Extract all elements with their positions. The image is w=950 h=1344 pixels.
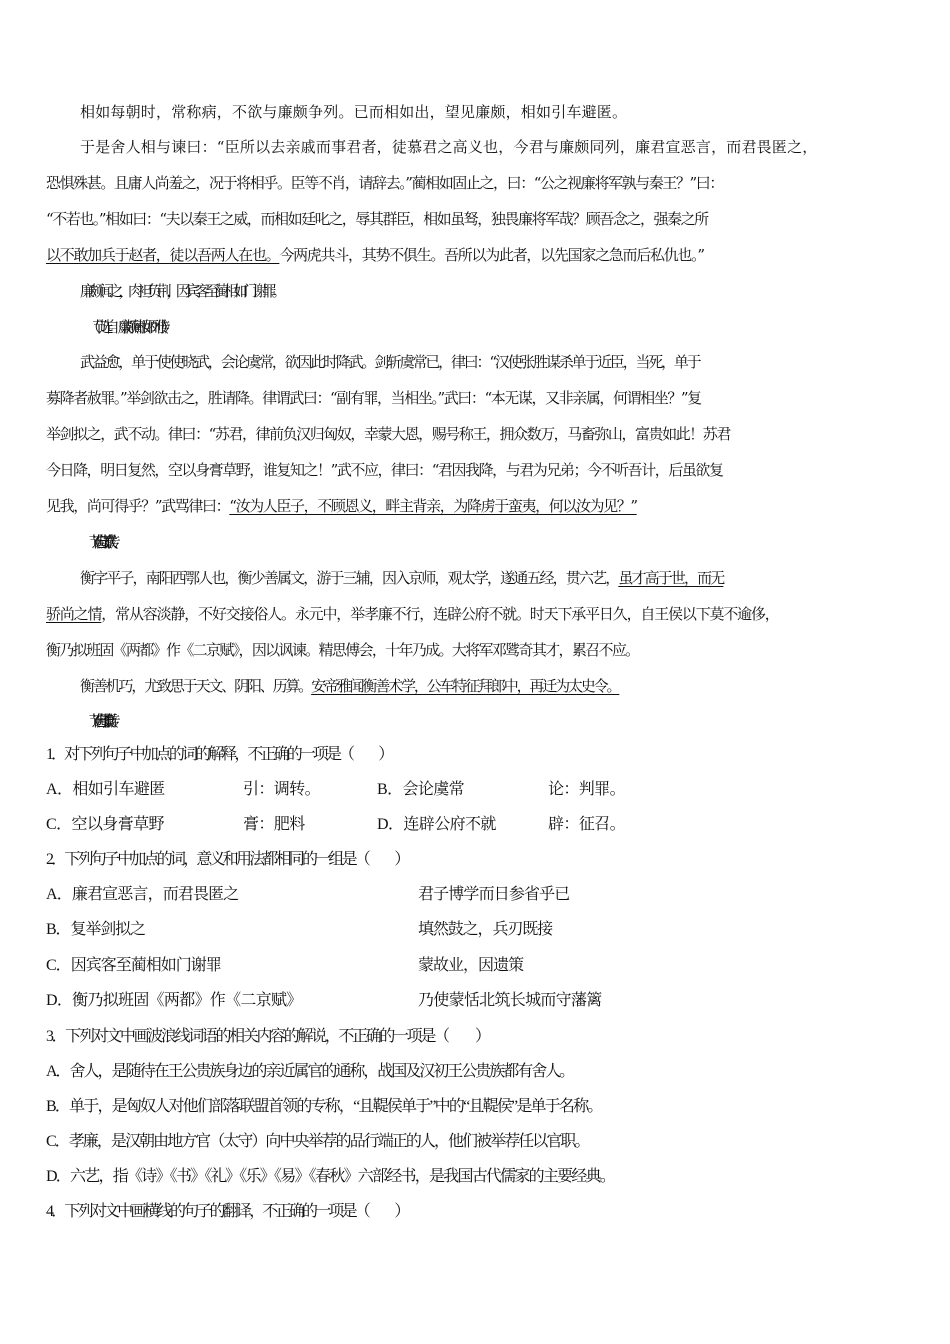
option-b: B．复举剑拟之 xyxy=(46,921,145,938)
option-c-compare: 蒙故业，因遗策 xyxy=(418,957,524,974)
passage3-text: ，常从容淡静，不好交接俗人。永元中，举孝廉不行，连辟公府不就。时天下承平日久，自王侯以下莫不逾侈， xyxy=(101,605,779,623)
question-2-stem: 2．下列句子中加点的词，意义和用法都相同的一组是（ ） xyxy=(46,851,408,868)
option-c: C．空以身膏草野 xyxy=(46,816,164,833)
passage2-line xyxy=(46,491,950,521)
passage1-line: “不若也。”相如曰：“夫以秦王之威，而相如廷叱之，辱其群臣，相如虽驽，独畏廉将军哉？顾吾念之，强秦之所 xyxy=(46,210,708,228)
option-a: A．相如引车避匿 xyxy=(46,781,165,798)
passage2-line: 募降者赦罪。”举剑欲击之，胜请降。律谓武曰：“副有罪，当相坐。”武曰：“本无谋，又非亲属，何谓相坐？”复 xyxy=(46,389,701,407)
option-a-compare: 君子博学而日参省乎已 xyxy=(418,886,570,903)
option-d: D．六艺，指《诗》《书》《礼》《乐》《易》《春秋》六部经书，是我国古代儒家的主要经典。 xyxy=(46,1168,615,1185)
option-d: D．衡乃拟班固《两都》作《二京赋》 xyxy=(46,992,302,1009)
underlined-sentence: 虽才高于世，而无 xyxy=(618,569,724,587)
passage3-line: 衡乃拟班固《两都》作《二京赋》，因以讽谏。精思傅会，十年乃成。大将军邓骘奇其才，累召不应。 xyxy=(46,641,639,659)
question-2-row xyxy=(0,986,950,1016)
passage3-line xyxy=(46,599,950,629)
option-b-compare: 填然鼓之，兵刃既接 xyxy=(418,921,553,938)
passage3-line xyxy=(80,671,950,701)
passage2-text: 见我，尚可得乎？”武骂律曰： xyxy=(46,497,230,515)
passage3-source: （节选自《张衡传》） xyxy=(86,712,107,730)
option-d-gloss: 辟：征召。 xyxy=(548,816,626,833)
question-2-row xyxy=(0,880,950,910)
question-3-stem: 3．下列对文中画波浪线词语的相关内容的解说，不正确的一项是（ ） xyxy=(46,1028,489,1045)
underlined-sentence: 以不敢加兵于赵者，徒以吾两人在也。 xyxy=(46,246,280,264)
option-a: A．舍人，是随待在王公贵族身边的亲近属官的通称，战国及汉初王公贵族都有舍人。 xyxy=(46,1063,574,1080)
passage1-source: （节选自《廉颇蔺相如列传》） xyxy=(86,318,168,336)
passage1-line: 相如每朝时，常称病，不欲与廉颇争列。已而相如出，望见廉颇，相如引车避匿。 xyxy=(80,103,628,121)
option-a-gloss: 引：调转。 xyxy=(243,781,320,798)
passage1-line: 恐惧殊甚。且庸人尚羞之，况于将相乎。臣等不肖，请辞去。”蔺相如固止之，曰：“公之视廉将军孰与秦王？”曰： xyxy=(46,174,723,192)
option-b-gloss: 论：判罪。 xyxy=(548,781,625,798)
passage2-line: 武益愈，单于使使晓武，会论虞常，欲因此时降武。剑斩虞常已，律曰：“汉使张胜谋杀单于近臣，当死，单于 xyxy=(80,353,700,371)
option-b: B．单于，是匈奴人对他们部落联盟首领的专称，“且鞮侯单于”中的“且鞮侯”是单于名称。 xyxy=(46,1098,602,1115)
underlined-sentence: 骄尚之情 xyxy=(46,605,102,623)
passage1-line xyxy=(46,240,950,270)
question-2-row xyxy=(0,951,950,981)
passage2-line: 今日降，明日复然，空以身膏草野，谁复知之！”武不应，律曰：“君因我降，与君为兄弟；今不听吾计，后虽欲复 xyxy=(46,461,723,479)
question-1-row xyxy=(0,775,950,805)
underlined-sentence: “汝为人臣子，不顾恩义，畔主背亲，为降虏于蛮夷，何以汝为见？” xyxy=(229,497,637,515)
option-c-gloss: 膏：肥料 xyxy=(243,816,305,833)
passage3-text: 衡字平子，南阳西鄂人也，衡少善属文，游于三辅，因入京师，观太学，遂通五经，贯六艺， xyxy=(80,569,619,587)
passage2-line: 举剑拟之，武不动。律曰：“苏君，律前负汉归匈奴，幸蒙大恩，赐号称王，拥众数万，马畜弥山，富贵如此！苏君 xyxy=(46,425,730,443)
question-1-stem: 1．对下列句子中加点的词的解释，不正确的一项是（ ） xyxy=(46,746,392,763)
option-d: D．连辟公府不就 xyxy=(377,816,496,833)
question-1-row xyxy=(0,810,950,840)
passage1-line: 廉颇闻之，肉袒负荆，因宾客至蔺相如门谢罪。 xyxy=(80,282,282,300)
option-a: A．廉君宣恶言，而君畏匿之 xyxy=(46,886,239,903)
option-c: C．因宾客至蔺相如门谢罪 xyxy=(46,957,221,974)
passage3-line xyxy=(80,563,950,593)
passage1-line: 于是舍人相与谏曰：“臣所以去亲戚而事君者，徒慕君之高义也，今君与廉颇同列，廉君宣恶言，而君畏匿之， xyxy=(80,138,818,156)
passage3-text: 衡善机巧，尤致思于天文、阴阳、历算。 xyxy=(80,677,312,695)
passage1-text: 今两虎共斗，其势不俱生。吾所以为此者，以先国家之急而后私仇也。” xyxy=(279,246,704,264)
underlined-sentence: 安帝雅闻衡善术学，公车特征拜郎中，再迁为太史令。 xyxy=(311,677,620,695)
option-d-compare: 乃使蒙恬北筑长城而守藩篱 xyxy=(418,992,602,1009)
option-b: B．会论虞常 xyxy=(377,781,465,798)
question-2-row xyxy=(0,915,950,945)
question-4-stem: 4．下列对文中画横线的句子的翻译，不正确的一项是（ ） xyxy=(46,1203,408,1220)
passage2-source: （节选自《苏武传》） xyxy=(86,533,107,551)
option-c: C．孝廉，是汉朝由地方官（太守）向中央举荐的品行端正的人，他们被举荐任以官职。 xyxy=(46,1133,589,1150)
